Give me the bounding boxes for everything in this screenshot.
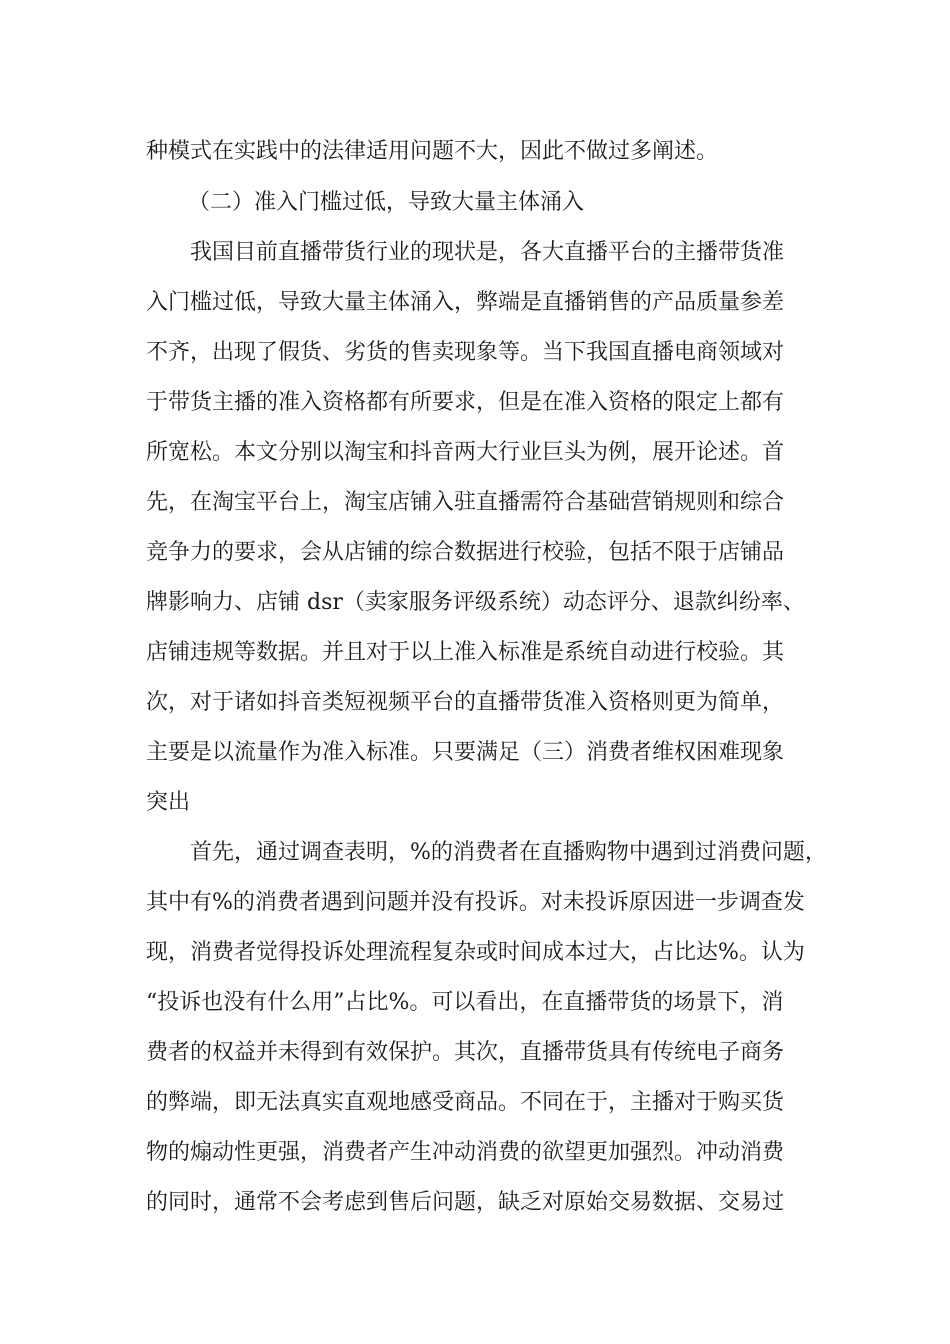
paragraph-line: 的弊端，即无法真实直观地感受商品。不同在于，主播对于购买货 <box>146 1090 785 1115</box>
paragraph-line: 所宽松。本文分别以淘宝和抖音两大行业巨头为例，展开论述。首 <box>146 440 785 465</box>
paragraph-line: 店铺违规等数据。并且对于以上准入标准是系统自动进行校验。其 <box>146 640 785 665</box>
paragraph-line: 现，消费者觉得投诉处理流程复杂或时间成本过大，占比达%。认为 <box>146 940 805 965</box>
paragraph-line: 次，对于诸如抖音类短视频平台的直播带货准入资格则更为简单， <box>146 690 785 715</box>
paragraph-line: 先，在淘宝平台上，淘宝店铺入驻直播需符合基础营销规则和综合 <box>146 490 785 515</box>
paragraph-line: 突出 <box>146 790 191 815</box>
paragraph-line: 入门槛过低，导致大量主体涌入，弊端是直播销售的产品质量参差 <box>146 290 785 315</box>
paragraph-line: 于带货主播的准入资格都有所要求，但是在准入资格的限定上都有 <box>146 390 785 415</box>
section-heading: （二）准入门槛过低，导致大量主体涌入 <box>188 190 585 215</box>
paragraph-line: 不齐，出现了假货、劣货的售卖现象等。当下我国直播电商领域对 <box>146 340 785 365</box>
paragraph-line: 物的煽动性更强，消费者产生冲动消费的欲望更加强烈。冲动消费 <box>146 1140 785 1165</box>
paragraph-line: 其中有%的消费者遇到问题并没有投诉。对未投诉原因进一步调查发 <box>146 890 805 915</box>
paragraph-line: 费者的权益并未得到有效保护。其次，直播带货具有传统电子商务 <box>146 1040 785 1065</box>
paragraph-line: 的同时，通常不会考虑到售后问题，缺乏对原始交易数据、交易过 <box>146 1190 785 1215</box>
paragraph-line: “投诉也没有什么用”占比%。可以看出，在直播带货的场景下，消 <box>146 990 784 1015</box>
paragraph-line: 首先，通过调查表明，%的消费者在直播购物中遇到过消费问题， <box>190 840 827 865</box>
paragraph-line: 我国目前直播带货行业的现状是，各大直播平台的主播带货准 <box>190 240 785 265</box>
paragraph-line: 主要是以流量作为准入标准。只要满足（三）消费者维权困难现象 <box>146 740 785 765</box>
paragraph-line: 牌影响力、店铺 dsr（卖家服务评级系统）动态评分、退款纠纷率、 <box>146 590 805 615</box>
paragraph-line: 种模式在实践中的法律适用问题不大，因此不做过多阐述。 <box>146 139 719 164</box>
paragraph-line: 竞争力的要求，会从店铺的综合数据进行校验，包括不限于店铺品 <box>146 540 785 565</box>
